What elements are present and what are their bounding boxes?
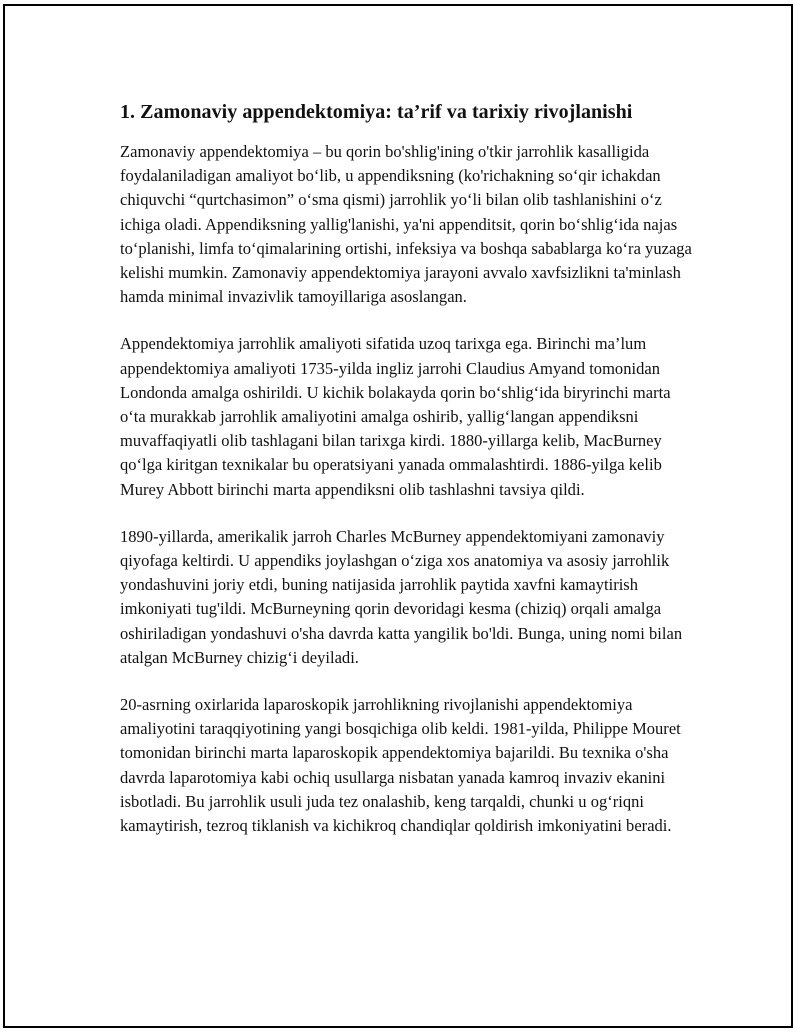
paragraph-mcburney: 1890-yillarda, amerikalik jarroh Charles McBurney appendektomiyani zamonaviy qiyofaga keltirdi. U appendiks joylashgan o‘ziga xos anatomiya va asosiy jarrohlik yondashuvini joriy etdi, buning natijasida jarrohlik paytida xavfni kamaytirish imkoniyati tug'ildi. McBurneyning qorin devoridagi kesma (chiziq) orqali amalga oshiriladigan yondashuvi o'sha davrda katta yangilik bo'ldi. Bunga, uning nomi bilan atalgan McBurney chizig‘i deyiladi. bbox=[120, 526, 683, 667]
paragraph-early-history: Appendektomiya jarrohlik amaliyoti sifatida uzoq tarixga ega. Birinchi ma’lum appendektomiya amaliyoti 1735-yilda ingliz jarrohi Claudius Amyand tomonidan Londonda amalga oshirildi. U kichik bolakayda qorin bo‘shlig‘ida biryrinchi marta o‘ta murakkab jarrohlik amaliyotini amalga oshirib, yallig‘langan appendiksni muvaffaqiyatli olib tashlagani bilan tarixga kirdi. 1880-yillarga kelib, MacBurney qo‘lga kiritgan texnikalar bu operatsiyani yanada ommalashtirdi. 1886-yilga kelib Murey Abbott birinchi marta appendiksni olib tashlashni tavsiya qildi. bbox=[120, 334, 671, 499]
document-body bbox=[120, 98, 695, 861]
paragraph-laparoscopic: 20-asrning oxirlarida laparoskopik jarrohlikning rivojlanishi appendektomiya amaliyotini taraqqiyotining yangi bosqichiga olib keldi. 1981-yilda, Philippe Mouret tomonidan birinchi marta laparoskopik appendektomiya bajarildi. Bu texnika o'sha davrda laparotomiya kabi ochiq usullarga nisbatan yanada kamroq invaziv ekanini isbotladi. Bu jarrohlik usuli juda tez onalashib, keng tarqaldi, chunki u og‘riqni kamaytirish, tezroq tiklanish va kichikroq chandiqlar qoldirish imkoniyatini beradi. bbox=[120, 695, 681, 836]
section-heading: 1. Zamonaviy appendektomiya: ta’rif va tarixiy rivojlanishi bbox=[120, 101, 633, 123]
document-page bbox=[3, 4, 793, 1028]
paragraph-definition: Zamonaviy appendektomiya – bu qorin bo'shlig'ining o'tkir jarrohlik kasalligida foydalaniladigan amaliyot bo‘lib, u appendiksning (ko'richakning so‘qir ichakdan chiquvchi “qurtchasimon” o‘sma qismi) jarrohlik yo‘li bilan olib tashlanishini o‘z ichiga oladi. Appendiksning yallig'lanishi, ya'ni appenditsit, qorin bo‘shlig‘ida najas to‘planishi, limfa to‘qimalarining ortishi, infeksiya va boshqa sabablarga ko‘ra yuzaga kelishi mumkin. Zamonaviy appendektomiya jarayoni avvalo xavfsizlikni ta'minlash hamda minimal invazivlik tamoyillariga asoslangan. bbox=[120, 142, 692, 307]
